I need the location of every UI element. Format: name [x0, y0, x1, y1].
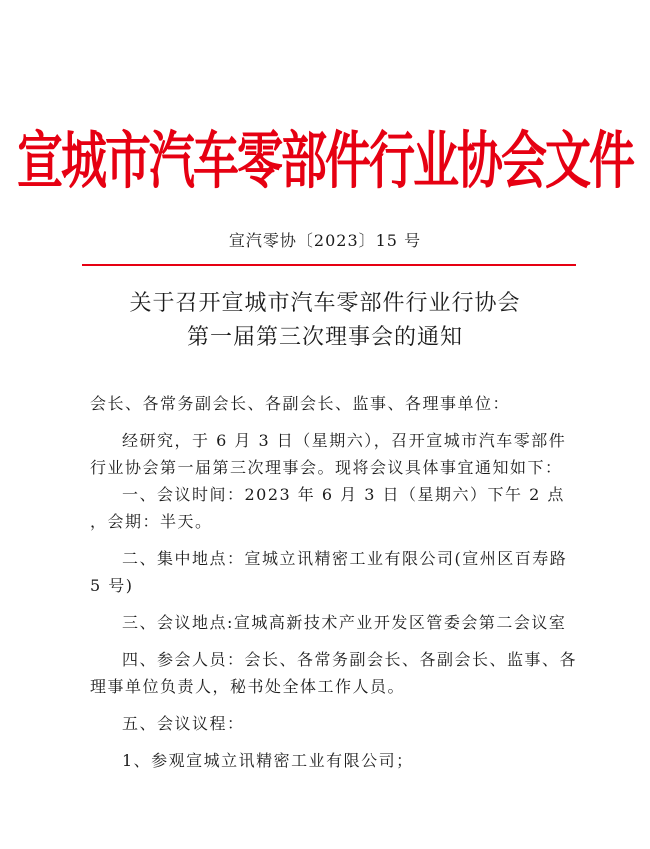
item-agenda-heading: 五、会议议程： [122, 714, 245, 733]
notice-title-line-2: 第一届第三次理事会的通知 [186, 325, 463, 350]
addressee: 会长、各常务副会长、各副会长、监事、各理事单位： [90, 394, 511, 413]
notice-title [0, 287, 650, 355]
intro-paragraph: 经研究，于 6 月 3 日（星期六），召开宣城市汽车零部件行业协会第一届第三次理事会。现将会议具体事宜通知如下： [90, 431, 567, 477]
document-number: 宣汽零协〔2023〕15 号 [228, 231, 422, 250]
item-meeting-venue: 三、会议地点:宣城高新技术产业开发区管委会第二会议室 [122, 613, 567, 632]
red-divider [82, 264, 576, 266]
header-title: 宣城市汽车零部件行业协会文件 [17, 124, 633, 198]
notice-title-line-1: 关于召开宣城市汽车零部件行业行协会 [129, 291, 521, 316]
item-attendees: 四、参会人员：会长、各常务副会长、各副会长、监事、各理事单位负责人，秘书处全体工作人员。 [90, 650, 578, 696]
item-gathering-place: 二、集中地点：宣城立讯精密工业有限公司(宣州区百寿路 5 号) [90, 549, 568, 595]
notice-body [90, 390, 580, 784]
agenda-item-1: 1、参观宣城立讯精密工业有限公司； [122, 751, 414, 770]
item-meeting-time: 一、会议时间：2023 年 6 月 3 日（星期六）下午 2 点 ，会期：半天。 [90, 485, 565, 531]
